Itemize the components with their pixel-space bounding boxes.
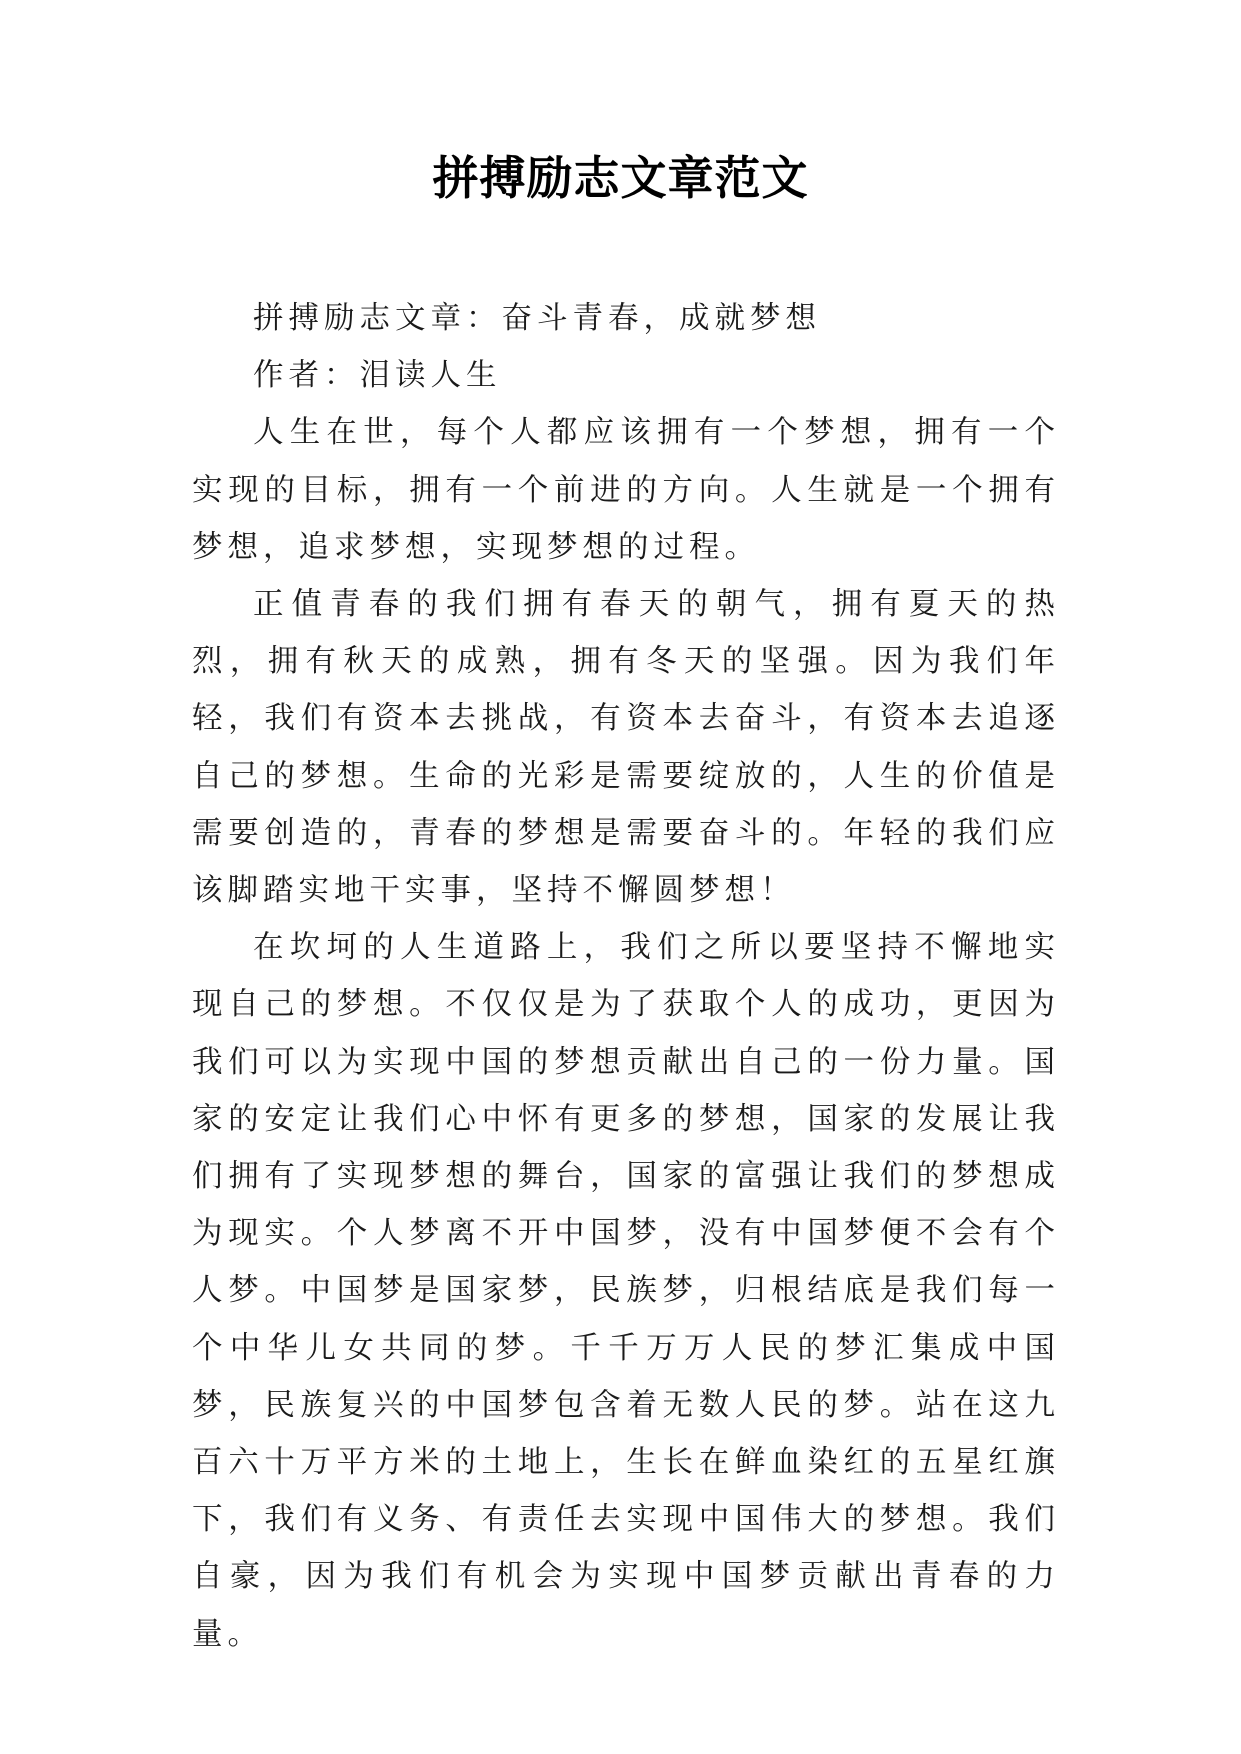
paragraph-1: 人生在世，每个人都应该拥有一个梦想，拥有一个实现的目标，拥有一个前进的方向。人生就是一个拥有梦想，追求梦想，实现梦想的过程。 (192, 415, 1060, 565)
document-title: 拼搏励志文章范文 (432, 151, 809, 205)
document-body (192, 290, 1060, 1663)
article-subtitle: 拼搏励志文章：奋斗青春，成就梦想 (253, 301, 821, 336)
paragraph-2: 正值青春的我们拥有春天的朝气，拥有夏天的热烈，拥有秋天的成熟，拥有冬天的坚强。因为我们年轻，我们有资本去挑战，有资本去奋斗，有资本去追逐自己的梦想。生命的光彩是需要绽放的，人生的价值是需要创造的，青春的梦想是需要奋斗的。年轻的我们应该脚踏实地干实事，坚持不懈圆梦想！ (192, 587, 1060, 909)
author-line: 作者：泪读人生 (253, 358, 502, 394)
paragraph-3: 在坎坷的人生道路上，我们之所以要坚持不懈地实现自己的梦想。不仅仅是为了获取个人的成功，更因为我们可以为实现中国的梦想贡献出自己的一份力量。国家的安定让我们心中怀有更多的梦想，国家的发展让我们拥有了实现梦想的舞台，国家的富强让我们的梦想成为现实。个人梦离不开中国梦，没有中国梦便不会有个人梦。中国梦是国家梦，民族梦，归根结底是我们每一个中华儿女共同的梦。千千万万人民的梦汇集成中国梦，民族复兴的中国梦包含着无数人民的梦。站在这九百六十万平方米的土地上，生长在鲜血染红的五星红旗下，我们有义务、有责任去实现中国伟大的梦想。我们自豪，因为我们有机会为实现中国梦贡献出青春的力量。 (192, 930, 1060, 1652)
